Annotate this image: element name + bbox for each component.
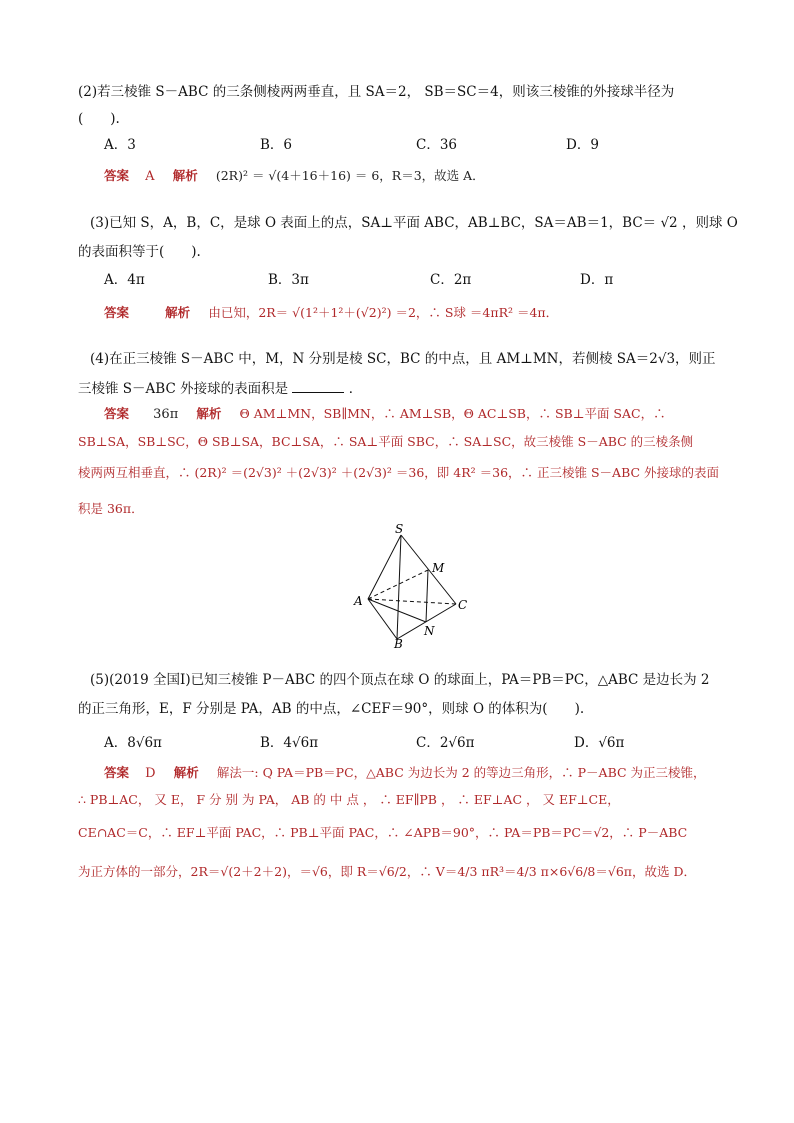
q5-analysis-text-4: 为正方体的一部分，2R＝√(2＋2＋2)，＝√6，即 R＝√6/2，∴ V＝4/3 πR³＝4/3 π×6√6/8＝√6π，故选 D．: [78, 864, 697, 879]
q5-analysis-text-2: ∴ PB⊥AC， 又 E， F 分 别 为 PA， AB 的 中 点 ， ∴ EF∥PB ， ∴ EF⊥AC ， 又 EF⊥CE，: [78, 792, 620, 807]
q4-stem-line2-text: 三棱锥 S－ABC 外接球的表面积是: [78, 381, 289, 397]
label-s: S: [395, 523, 404, 536]
q4-stem-line2: [78, 377, 362, 397]
q3-analysis-label: 解析: [165, 305, 191, 320]
label-m: M: [432, 561, 445, 575]
q3-answer-row: [104, 303, 558, 321]
q4-analysis-text-3: 棱两两互相垂直，∴ (2R)² ＝(2√3)² ＋(2√3)² ＋(2√3)² ＝36，即 4R² ＝36，∴ 正三棱锥 S－ABC 外接球的表面: [78, 465, 720, 480]
q5-analysis-text-3: CE∩AC＝C，∴ EF⊥平面 PAC，∴ PB⊥平面 PAC，∴ ∠APB＝90°，∴ PA＝PB＝PC＝√2，∴ P－ABC: [78, 825, 688, 840]
q4-answer-value: 36π: [153, 407, 179, 422]
q5-option-a: A．8√6π: [104, 735, 162, 751]
q2-answer-row: [104, 166, 485, 184]
q3-answer-label: 答案: [104, 305, 130, 320]
q4-stem-line1: (4)在正三棱锥 S－ABC 中，M，N 分别是棱 SC，BC 的中点，且 AM⊥MN，若侧棱 SA＝2√3，则正: [90, 351, 716, 367]
q4-analysis-text-4: 积是 36π．: [78, 501, 144, 516]
q5-answer-value: D: [145, 766, 156, 781]
q5-answer-row: [104, 763, 706, 781]
q5-stem-line2: 的正三角形，E，F 分别是 PA，AB 的中点，∠CEF＝90°，则球 O 的体积为( ).: [78, 701, 585, 717]
q5-option-d: D．√6π: [574, 735, 625, 751]
q2-option-b: B．6: [260, 137, 293, 153]
label-b: B: [394, 637, 403, 648]
q2-answer-value: A: [145, 169, 155, 184]
label-c: C: [458, 598, 468, 612]
edge-sa: [368, 535, 401, 599]
q3-option-d: D．π: [580, 272, 614, 288]
label-a: A: [354, 594, 363, 608]
q4-analysis-text-1: Θ AM⊥MN，SB∥MN，∴ AM⊥SB，Θ AC⊥SB，∴ SB⊥平面 SAC，∴: [239, 406, 666, 421]
q5-answer-label: 答案: [104, 765, 130, 780]
q5-analysis-label: 解析: [173, 765, 199, 780]
q2-answer-label: 答案: [104, 168, 130, 183]
q4-stem-line2-end: ．: [348, 381, 363, 397]
q3-analysis-text: 由已知，2R＝ √(1²＋1²＋(√2)²) ＝2，∴ S球 ＝4πR² ＝4π．: [208, 305, 559, 320]
label-n: N: [424, 624, 435, 638]
q5-option-c: C．2√6π: [416, 735, 475, 751]
edge-sb: [397, 535, 401, 639]
segment-am-hidden: [368, 570, 428, 599]
q2-option-c: C．36: [416, 137, 458, 153]
segment-mn: [426, 570, 428, 622]
q3-option-c: C．2π: [430, 272, 472, 288]
q5-option-b: B．4√6π: [260, 735, 319, 751]
q5-analysis-text-1: 解法一: Q PA＝PB＝PC，△ABC 为边长为 2 的等边三角形，∴ P－ABC 为正三棱锥，: [216, 765, 706, 780]
q4-answer-blank: [292, 380, 344, 393]
q3-stem-line2: 的表面积等于( ).: [78, 244, 201, 260]
q2-stem-line1: (2)若三棱锥 S－ABC 的三条侧棱两两垂直，且 SA＝2， SB＝SC＝4，则该三棱锥的外接球半径为: [78, 84, 675, 100]
q2-option-d: D．9: [566, 137, 599, 153]
q4-analysis-label: 解析: [196, 406, 222, 421]
q2-option-a: A．3: [104, 137, 136, 153]
q4-answer-label: 答案: [104, 406, 130, 421]
q3-stem-line1: (3)已知 S，A，B，C，是球 O 表面上的点，SA⊥平面 ABC，AB⊥BC，SA＝AB＝1，BC＝ √2 ，则球 O: [90, 215, 738, 231]
q3-option-b: B．3π: [268, 272, 309, 288]
q5-stem-line1: (5)(2019 全国Ⅰ)已知三棱锥 P－ABC 的四个顶点在球 O 的球面上，PA＝PB＝PC，△ABC 是边长为 2: [90, 672, 710, 688]
q4-answer-row: [104, 404, 666, 422]
edge-ac-hidden: [368, 599, 456, 604]
q2-analysis-label: 解析: [172, 168, 198, 183]
q2-analysis-text: (2R)² ＝ √(4＋16＋16) ＝ 6，R＝3，故选 A．: [215, 168, 485, 183]
q3-option-a: A．4π: [104, 272, 145, 288]
q2-stem-line2: ( ).: [78, 111, 120, 127]
edge-sc: [401, 535, 456, 604]
q4-pyramid-figure: [348, 523, 488, 648]
q4-analysis-text-2: SB⊥SA，SB⊥SC，Θ SB⊥SA，BC⊥SA，∴ SA⊥平面 SBC，∴ SA⊥SC，故三棱锥 S－ABC 的三棱条侧: [78, 434, 694, 449]
